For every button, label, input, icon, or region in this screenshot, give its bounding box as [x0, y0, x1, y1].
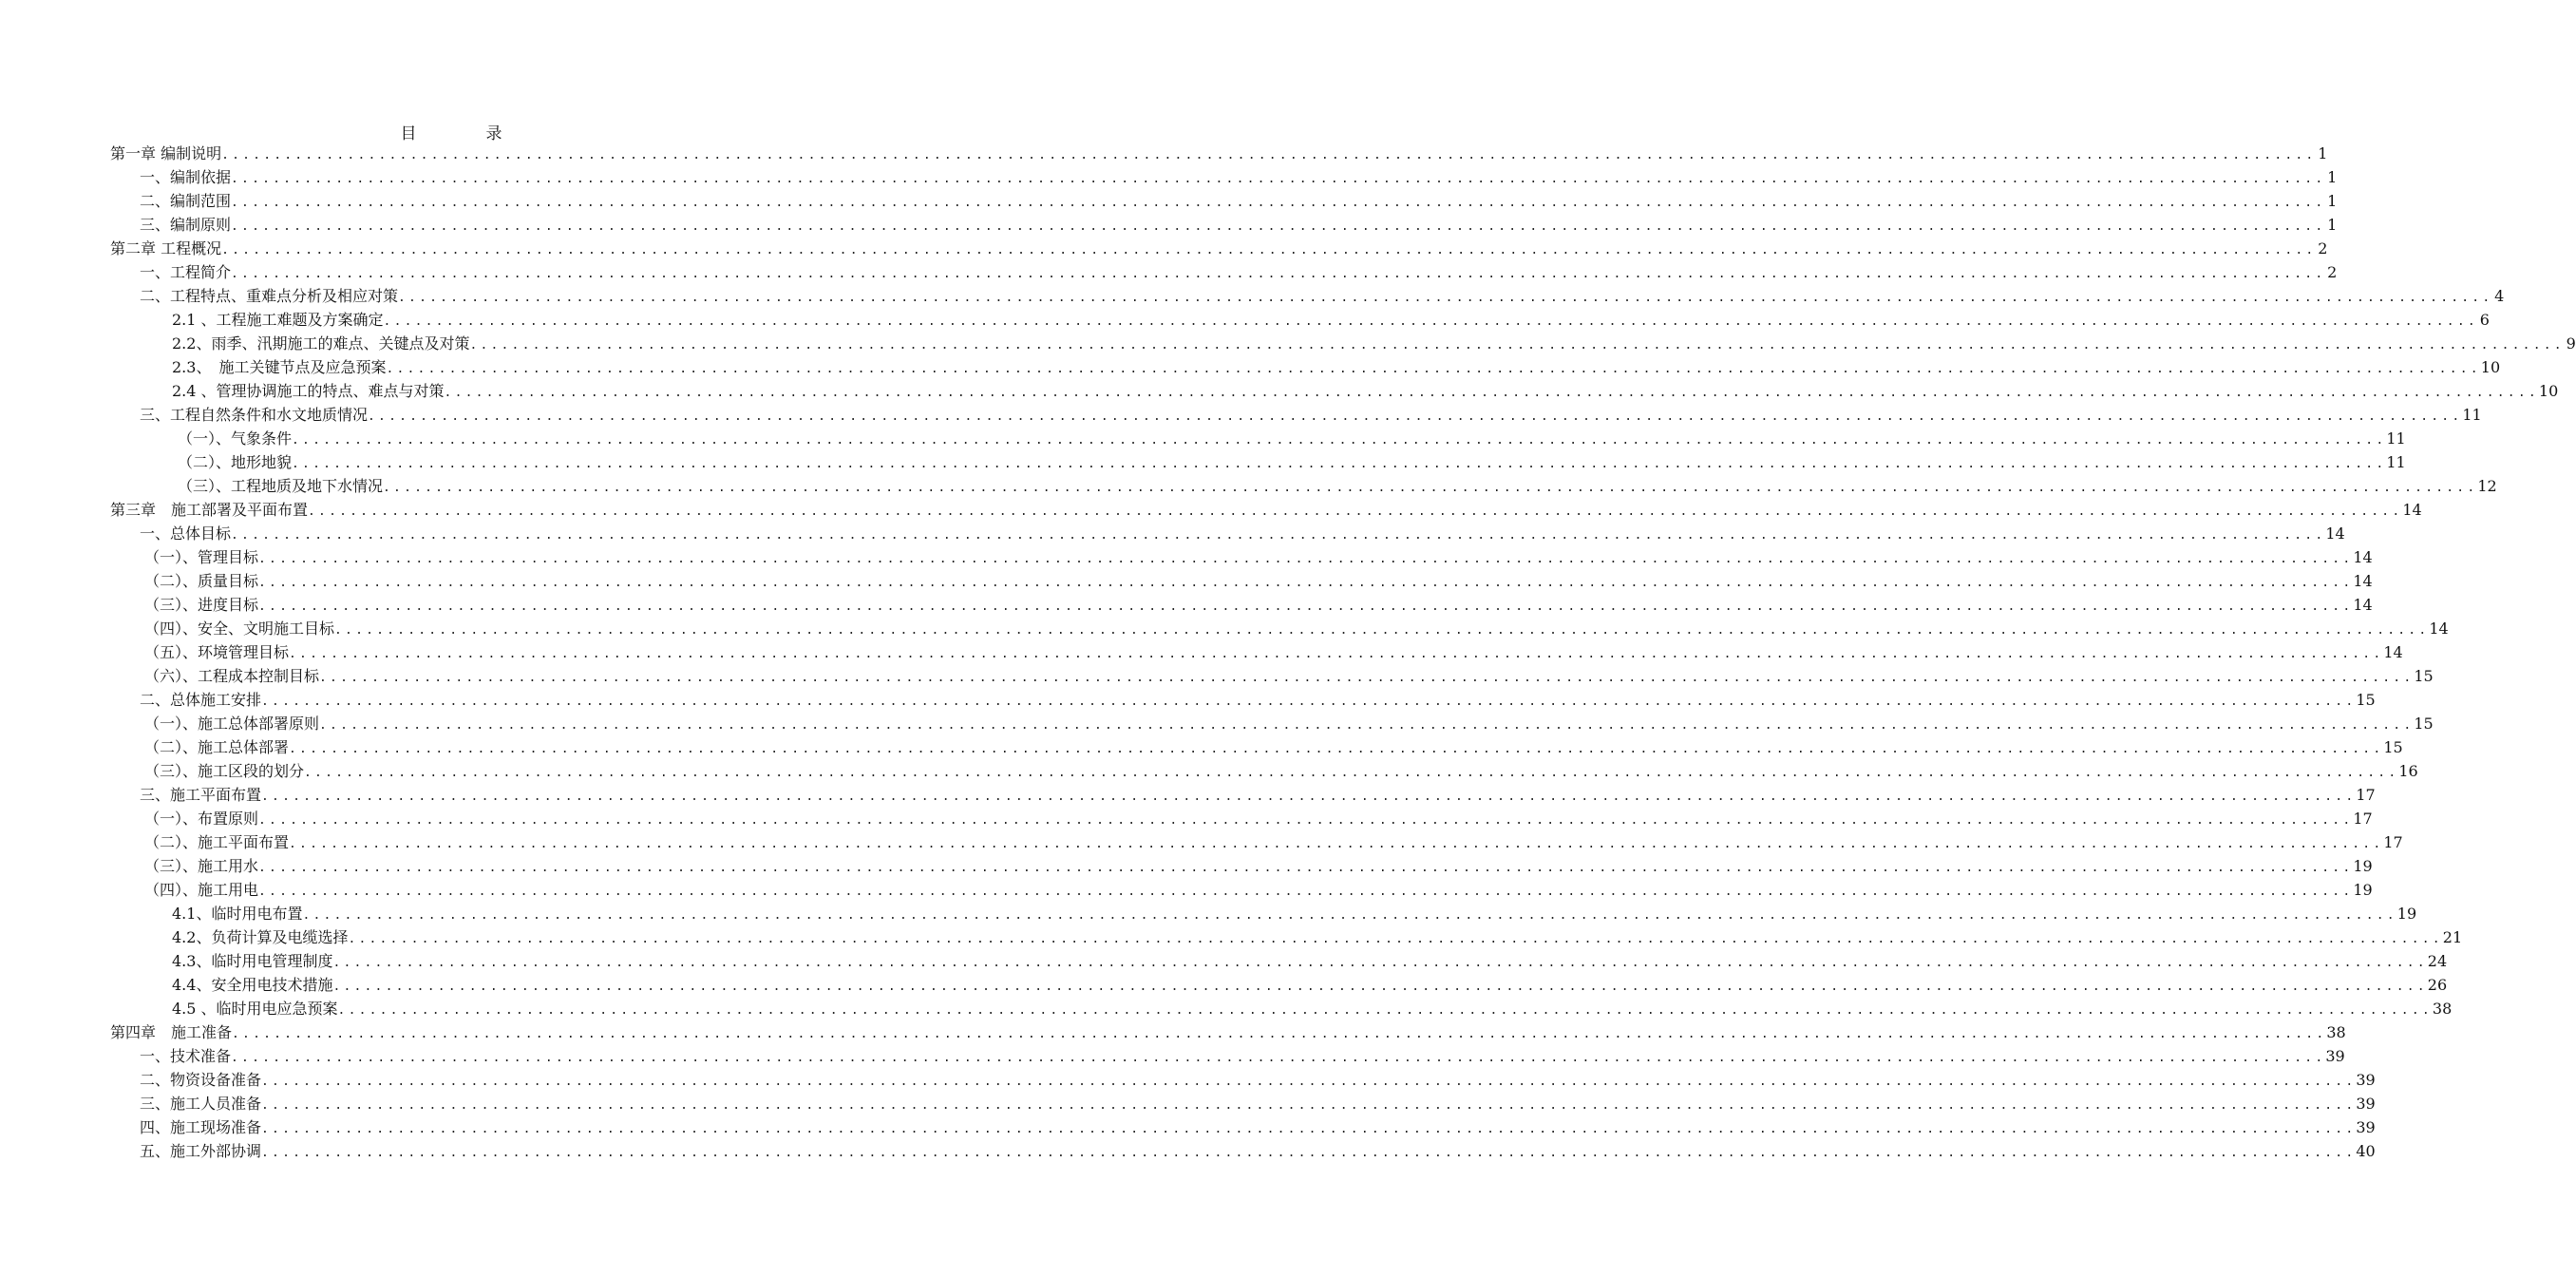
toc-entry-page-number: 38	[2432, 1000, 2453, 1018]
toc-entry-page-number: 10	[2538, 382, 2559, 400]
toc-entry-label: 4.4、安全用电技术措施	[172, 976, 333, 994]
toc-entry-page-number: 12	[2477, 477, 2497, 495]
toc-entry-page-number: 19	[2396, 905, 2417, 923]
toc-entry-page-number: 4	[2494, 287, 2505, 305]
toc-entry[interactable]	[144, 593, 2373, 617]
toc-entry[interactable]	[140, 260, 2338, 284]
toc-entry-label: 第二章 工程概况	[110, 239, 222, 257]
toc-entry[interactable]	[140, 189, 2338, 213]
toc-entry[interactable]	[172, 949, 2448, 973]
toc-leader-dots: ........................................................................................................................................................................................................	[231, 219, 2326, 234]
toc-entry-label: （三）、施工用水	[144, 857, 259, 875]
toc-leader-dots: ........................................................................................................................................................................................................	[304, 766, 2399, 780]
toc-leader-dots: ........................................................................................................................................................................................................	[232, 1027, 2327, 1041]
toc-entry-page-number: 15	[2356, 691, 2376, 709]
toc-entry[interactable]	[178, 450, 2406, 474]
toc-entry-page-number: 1	[2327, 192, 2338, 210]
toc-leader-dots: ........................................................................................................................................................................................................	[383, 481, 2478, 495]
toc-entry[interactable]	[144, 830, 2403, 854]
toc-leader-dots: ........................................................................................................................................................................................................	[289, 837, 2384, 851]
toc-leader-dots: ........................................................................................................................................................................................................	[334, 623, 2430, 638]
toc-entry[interactable]	[172, 355, 2501, 379]
toc-entry-label: 2.1 、工程施工难题及方案确定	[172, 311, 384, 329]
toc-entry-page-number: 14	[2429, 619, 2449, 638]
toc-entry-page-number: 16	[2398, 762, 2418, 780]
toc-entry-label: （三）、施工区段的划分	[144, 762, 305, 780]
toc-entry[interactable]	[172, 902, 2417, 925]
toc-entry-page-number: 17	[2383, 833, 2403, 851]
toc-leader-dots: ........................................................................................................................................................................................................	[292, 433, 2387, 448]
toc-entry-page-number: 14	[2353, 548, 2373, 566]
toc-entry-label: 三、施工平面布置	[140, 786, 262, 804]
toc-entry-label: （四）、安全、文明施工目标	[144, 619, 335, 638]
toc-entry-page-number: 39	[2356, 1095, 2376, 1113]
toc-leader-dots: ........................................................................................................................................................................................................	[337, 1003, 2433, 1018]
toc-entry[interactable]	[144, 878, 2373, 902]
toc-entry[interactable]	[144, 640, 2403, 664]
toc-leader-dots: ........................................................................................................................................................................................................	[368, 410, 2463, 424]
toc-leader-dots: ........................................................................................................................................................................................................	[221, 243, 2317, 257]
toc-entry-label: （六）、工程成本控制目标	[144, 667, 320, 685]
toc-entry-label: 4.2、负荷计算及电缆选择	[172, 928, 349, 946]
toc-leader-dots: ........................................................................................................................................................................................................	[348, 932, 2443, 946]
toc-entry-page-number: 15	[2414, 715, 2434, 733]
toc-entry[interactable]	[140, 1092, 2376, 1115]
toc-entry[interactable]	[140, 1068, 2376, 1092]
toc-entry-page-number: 39	[2325, 1047, 2345, 1065]
toc-leader-dots: ........................................................................................................................................................................................................	[261, 1146, 2357, 1160]
toc-entry[interactable]	[110, 237, 2328, 260]
toc-entry-label: （一）、气象条件	[178, 429, 293, 448]
toc-entry-label: 四、施工现场准备	[140, 1118, 262, 1136]
toc-entry-label: 4.3、临时用电管理制度	[172, 952, 333, 970]
toc-entry[interactable]	[144, 735, 2403, 759]
toc-entry[interactable]	[172, 308, 2490, 332]
toc-entry-page-number: 6	[2479, 311, 2490, 329]
toc-entry-page-number: 14	[2353, 596, 2373, 614]
toc-entry-label: 三、施工人员准备	[140, 1095, 262, 1113]
toc-entry[interactable]	[178, 474, 2497, 498]
toc-entry[interactable]	[140, 522, 2345, 545]
toc-leader-dots: ........................................................................................................................................................................................................	[231, 528, 2326, 543]
toc-leader-dots: ........................................................................................................................................................................................................	[221, 148, 2317, 162]
toc-entry[interactable]	[172, 332, 2576, 355]
toc-entry[interactable]	[110, 498, 2422, 522]
toc-entry[interactable]	[144, 807, 2373, 830]
toc-entry-label: （三）、进度目标	[144, 596, 259, 614]
toc-leader-dots: ........................................................................................................................................................................................................	[308, 505, 2403, 519]
toc-entry-label: （一）、管理目标	[144, 548, 259, 566]
toc-leader-dots: ........................................................................................................................................................................................................	[261, 1098, 2357, 1113]
toc-entry-label: （三）、工程地质及地下水情况	[178, 477, 384, 495]
toc-entry-page-number: 39	[2356, 1071, 2376, 1089]
toc-entry[interactable]	[172, 997, 2453, 1020]
toc-entry-page-number: 10	[2480, 358, 2501, 376]
toc-entry[interactable]	[140, 284, 2505, 308]
toc-entry-label: 二、总体施工安排	[140, 691, 262, 709]
toc-entry-label: 一、总体目标	[140, 524, 232, 543]
toc-leader-dots: ........................................................................................................................................................................................................	[261, 790, 2357, 804]
toc-entry-page-number: 38	[2326, 1023, 2346, 1041]
toc-leader-dots: ........................................................................................................................................................................................................	[231, 172, 2326, 186]
toc-entry-label: 二、工程特点、重难点分析及相应对策	[140, 287, 399, 305]
toc-entry-page-number: 26	[2427, 976, 2448, 994]
toc-entry-page-number: 14	[2402, 501, 2422, 519]
toc-title: 目 录	[400, 124, 529, 143]
toc-leader-dots: ........................................................................................................................................................................................................	[386, 362, 2481, 376]
toc-entry-label: 第四章 施工准备	[110, 1023, 233, 1041]
toc-entry-label: （四）、施工用电	[144, 881, 259, 899]
toc-leader-dots: ........................................................................................................................................................................................................	[289, 742, 2384, 756]
toc-entry-page-number: 14	[2383, 643, 2403, 661]
toc-entry-page-number: 15	[2414, 667, 2434, 685]
toc-entry-label: 4.5 、临时用电应急预案	[172, 1000, 338, 1018]
toc-leader-dots: ........................................................................................................................................................................................................	[261, 695, 2357, 709]
toc-entry[interactable]	[110, 142, 2328, 165]
toc-leader-dots: ........................................................................................................................................................................................................	[289, 647, 2384, 661]
toc-entry[interactable]	[140, 403, 2482, 427]
toc-entry[interactable]	[110, 1020, 2346, 1044]
toc-leader-dots: ........................................................................................................................................................................................................	[469, 338, 2565, 353]
toc-leader-dots: ........................................................................................................................................................................................................	[258, 813, 2354, 828]
toc-entry-page-number: 40	[2356, 1142, 2376, 1160]
toc-leader-dots: ........................................................................................................................................................................................................	[231, 267, 2326, 281]
toc-entry[interactable]	[144, 545, 2373, 569]
toc-entry-page-number: 2	[2327, 263, 2338, 281]
toc-leader-dots: ........................................................................................................................................................................................................	[332, 956, 2428, 970]
toc-entry[interactable]	[140, 688, 2376, 712]
toc-entry-page-number: 11	[2462, 406, 2482, 424]
toc-leader-dots: ........................................................................................................................................................................................................	[261, 1122, 2357, 1136]
toc-entry[interactable]	[172, 379, 2559, 403]
toc-entry-page-number: 19	[2353, 857, 2373, 875]
toc-entry-label: 一、编制依据	[140, 168, 232, 186]
toc-entry-label: 三、编制原则	[140, 216, 232, 234]
toc-entry[interactable]	[144, 617, 2449, 640]
toc-leader-dots: ........................................................................................................................................................................................................	[319, 718, 2415, 733]
toc-entry-label: 二、物资设备准备	[140, 1071, 262, 1089]
toc-entry-page-number: 2	[2318, 239, 2328, 257]
toc-entry-label: （二）、质量目标	[144, 572, 259, 590]
table-of-contents	[0, 142, 2576, 1163]
toc-entry-label: 一、技术准备	[140, 1047, 232, 1065]
toc-entry[interactable]	[140, 165, 2338, 189]
toc-entry[interactable]	[140, 213, 2338, 237]
toc-entry[interactable]	[172, 925, 2463, 949]
toc-entry-page-number: 17	[2353, 810, 2373, 828]
toc-leader-dots: ........................................................................................................................................................................................................	[383, 314, 2478, 329]
toc-entry-label: 2.2、雨季、汛期施工的难点、关键点及对策	[172, 334, 470, 353]
toc-entry[interactable]	[144, 854, 2373, 878]
toc-entry-label: 三、工程自然条件和水文地质情况	[140, 406, 369, 424]
toc-entry[interactable]	[144, 664, 2434, 688]
toc-entry-page-number: 14	[2353, 572, 2373, 590]
toc-leader-dots: ........................................................................................................................................................................................................	[444, 386, 2539, 400]
toc-entry[interactable]	[144, 712, 2434, 735]
toc-entry-page-number: 39	[2356, 1118, 2376, 1136]
toc-entry[interactable]	[140, 1115, 2376, 1139]
toc-entry-label: （二）、施工总体部署	[144, 738, 290, 756]
toc-entry[interactable]	[140, 783, 2376, 807]
toc-leader-dots: ........................................................................................................................................................................................................	[258, 552, 2354, 566]
toc-entry[interactable]	[140, 1139, 2376, 1163]
toc-leader-dots: ........................................................................................................................................................................................................	[258, 885, 2354, 899]
toc-entry-label: 4.1、临时用电布置	[172, 905, 303, 923]
toc-entry-label: 2.4 、管理协调施工的特点、难点与对策	[172, 382, 445, 400]
toc-entry-page-number: 11	[2386, 453, 2406, 471]
toc-entry[interactable]	[144, 569, 2373, 593]
toc-entry-label: 第三章 施工部署及平面布置	[110, 501, 309, 519]
toc-leader-dots: ........................................................................................................................................................................................................	[258, 861, 2354, 875]
toc-entry-label: 五、施工外部协调	[140, 1142, 262, 1160]
toc-entry-page-number: 24	[2427, 952, 2448, 970]
toc-entry-page-number: 19	[2353, 881, 2373, 899]
toc-entry-page-number: 9	[2566, 334, 2576, 353]
toc-entry-label: （五）、环境管理目标	[144, 643, 290, 661]
toc-entry-label: （一）、施工总体部署原则	[144, 715, 320, 733]
toc-entry-label: 2.3、 施工关键节点及应急预案	[172, 358, 387, 376]
toc-leader-dots: ........................................................................................................................................................................................................	[332, 980, 2428, 994]
toc-entry-label: （二）、施工平面布置	[144, 833, 290, 851]
toc-entry-page-number: 15	[2383, 738, 2403, 756]
toc-leader-dots: ........................................................................................................................................................................................................	[398, 291, 2493, 305]
toc-leader-dots: ........................................................................................................................................................................................................	[258, 600, 2354, 614]
toc-entry-page-number: 1	[2327, 168, 2338, 186]
toc-entry[interactable]	[172, 973, 2448, 997]
toc-leader-dots: ........................................................................................................................................................................................................	[231, 196, 2326, 210]
toc-entry-page-number: 21	[2442, 928, 2463, 946]
toc-entry-page-number: 17	[2356, 786, 2376, 804]
toc-entry-page-number: 11	[2386, 429, 2406, 448]
toc-entry-page-number: 1	[2318, 144, 2328, 162]
toc-leader-dots: ........................................................................................................................................................................................................	[258, 576, 2354, 590]
toc-entry-page-number: 1	[2327, 216, 2338, 234]
toc-leader-dots: ........................................................................................................................................................................................................	[231, 1051, 2326, 1065]
toc-entry[interactable]	[140, 1044, 2345, 1068]
toc-entry[interactable]	[178, 427, 2406, 450]
toc-entry-page-number: 14	[2325, 524, 2345, 543]
toc-entry-label: 第一章 编制说明	[110, 144, 222, 162]
toc-entry-label: （一）、布置原则	[144, 810, 259, 828]
toc-entry-label: 一、工程简介	[140, 263, 232, 281]
toc-entry-label: 二、编制范围	[140, 192, 232, 210]
toc-entry[interactable]	[144, 759, 2418, 783]
toc-leader-dots: ........................................................................................................................................................................................................	[319, 671, 2415, 685]
toc-leader-dots: ........................................................................................................................................................................................................	[292, 457, 2387, 471]
toc-leader-dots: ........................................................................................................................................................................................................	[302, 908, 2397, 923]
toc-entry-label: （二）、地形地貌	[178, 453, 293, 471]
toc-leader-dots: ........................................................................................................................................................................................................	[261, 1075, 2357, 1089]
